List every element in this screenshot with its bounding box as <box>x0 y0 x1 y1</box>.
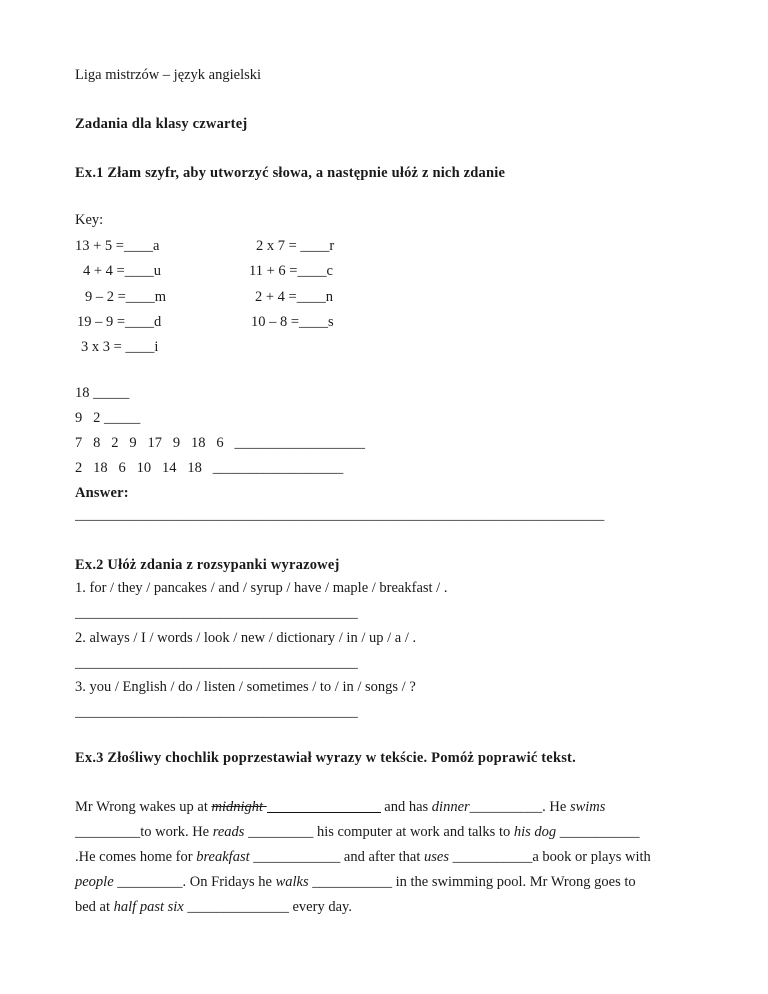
answer-label: Answer: <box>75 485 129 501</box>
code-line: 2 18 6 10 14 18 __________________ <box>75 460 344 476</box>
code-line: 18 _____ <box>75 385 130 401</box>
blank-midnight[interactable] <box>267 800 381 813</box>
ex3-heading: Ex.3 Złośliwy chochlik poprzestawiał wyrazy w tekście. Pomóż poprawić tekst. <box>75 750 576 766</box>
key-left-item: 19 – 9 =____d <box>77 314 162 330</box>
key-left-item: 3 x 3 = ____i <box>81 339 159 355</box>
ex3-paragraph-line: _________to work. He reads _________ his computer at work and talks to his dog ___________ <box>75 824 640 840</box>
ex3-paragraph-line: Mr Wrong wakes up at midnight and has dinner__________. He swims <box>75 799 606 815</box>
key-right-item: 2 + 4 =____n <box>255 289 333 305</box>
key-right-item: 11 + 6 =____c <box>249 263 333 279</box>
ex3-paragraph-line: bed at half past six ______________ every day. <box>75 899 352 915</box>
ex2-blank[interactable]: _______________________________________ <box>75 605 358 621</box>
key-right-item: 10 – 8 =____s <box>251 314 334 330</box>
ex2-heading: Ex.2 Ułóż zdania z rozsypanki wyrazowej <box>75 557 340 573</box>
key-right-item: 2 x 7 = ____r <box>256 238 335 254</box>
answer-line[interactable]: _________________________________________________________________________ <box>75 507 605 523</box>
ex2-item: 3. you / English / do / listen / sometimes / to / in / songs / ? <box>75 679 416 695</box>
key-left-item: 13 + 5 =____a <box>75 238 160 254</box>
ex1-key-label: Key: <box>75 212 104 228</box>
ex3-paragraph-line: people _________. On Fridays he walks ___________ in the swimming pool. Mr Wrong goes to <box>75 874 636 890</box>
key-left-item: 4 + 4 =____u <box>83 263 161 279</box>
ex1-heading: Ex.1 Złam szyfr, aby utworzyć słowa, a następnie ułóż z nich zdanie <box>75 165 506 181</box>
ex3-paragraph-line: .He comes home for breakfast ____________ and after that uses ___________a book or plays with <box>75 849 651 865</box>
key-left-item: 9 – 2 =____m <box>85 289 167 305</box>
ex2-blank[interactable]: _______________________________________ <box>75 655 358 671</box>
code-line: 9 2 _____ <box>75 410 141 426</box>
document-subtitle: Zadania dla klasy czwartej <box>75 116 248 132</box>
ex2-item: 1. for / they / pancakes / and / syrup / have / maple / breakfast / . <box>75 580 448 596</box>
document-title: Liga mistrzów – język angielski <box>75 67 262 83</box>
code-line: 7 8 2 9 17 9 18 6 __________________ <box>75 435 365 451</box>
ex2-blank[interactable]: _______________________________________ <box>75 704 358 720</box>
ex2-item: 2. always / I / words / look / new / dictionary / in / up / a / . <box>75 630 417 646</box>
